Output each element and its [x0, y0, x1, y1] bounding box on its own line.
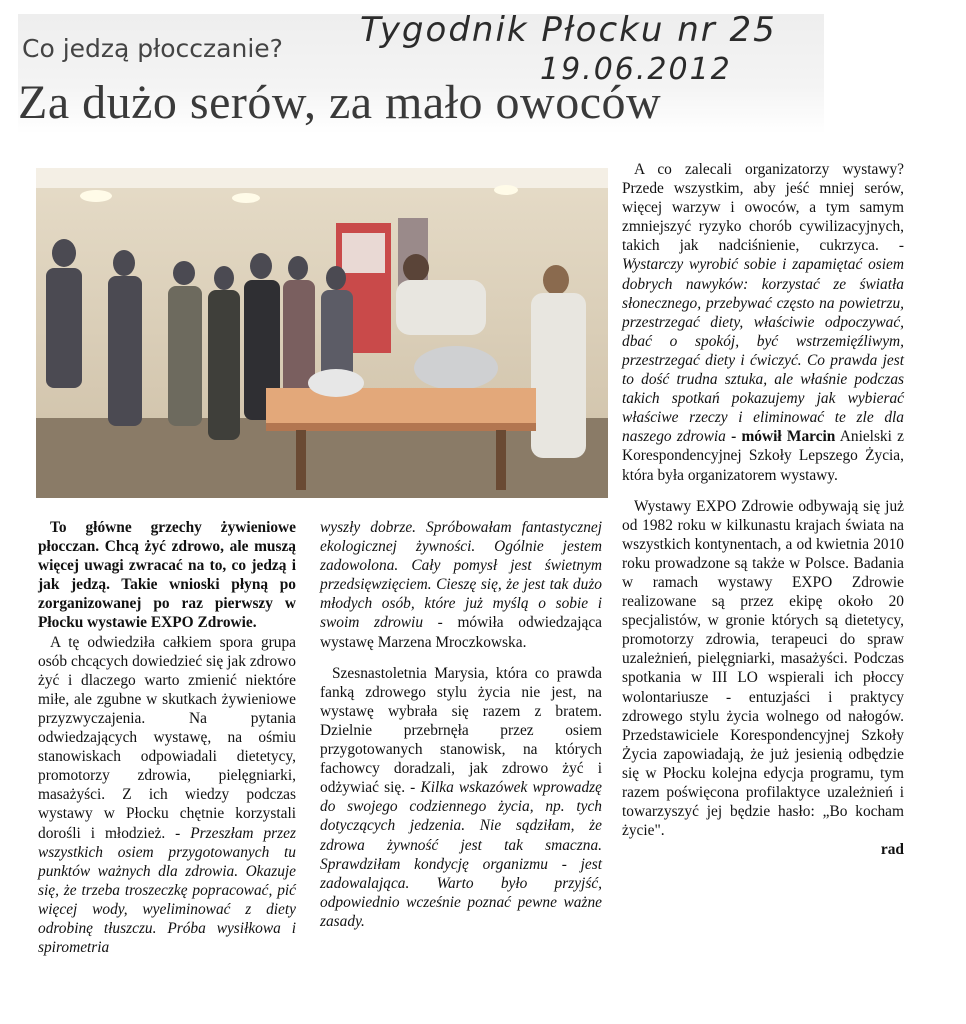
article-column-1	[38, 518, 296, 957]
article-paragraph	[320, 664, 602, 931]
handwritten-date-note: 19.06.2012	[540, 52, 732, 87]
article-paragraph	[622, 160, 904, 485]
article-kicker: Co jedzą płocczanie?	[22, 34, 283, 63]
article-column-2	[320, 518, 602, 931]
article-headline: Za dużo serów, za mało owoców	[18, 76, 662, 129]
quote-text: Wystarczy wyrobić sobie i zapamiętać osiem dobrych nawyków: korzystać ze światła słonecznego, przebywać często na powietrzu, przestrzegać diety, właściwie odpoczywać, dbać o spokój, być wstrzemięźliwym, przestrzegać diety i ćwiczyć. Co prawda jest to dość trudna sztuka, ale właśnie podczas takich spotkań pokazujemy jak wybierać właściwe rzeczy i eliminować te zle dla naszego zdrowia	[622, 256, 904, 446]
paragraph-text: A co zalecali organizatorzy wystawy? Przede wszystkim, aby jeść mniej serów, więcej warzyw i owoców, a tym samym zmniejszyć ryzyko chorób cywilizacyjnych, takich jak nadciśnienie, cukrzyca. -	[622, 161, 904, 255]
bold-text: - mówił Marcin	[725, 428, 836, 446]
article-paragraph: Wystawy EXPO Zdrowie odbywają się już od 1982 roku w kilkunastu krajach świata na wszystkich kontynentach, a od kwietnia 2010 roku prowadzone są także w Polsce. Badania w ramach wystawy EXPO Zdrowie realizowane są przez ekipę około 20 specjalistów, w gronie których są dietetycy, promotorzy zdrowia, terapeuci do spraw uzależnień, pielęgniarki, masażyści. Podczas spotkania w III LO wspierali ich płoccy wolontariusze - entuzjaści i praktycy zdrowego stylu życia wolnego od nałogów. Przedstawiciele Korespondencyjnej Szkoły Życia zapowiadają, że już jesienią odbędzie się w Płocku kolejna edycja programu, tym razem poświęcona profilaktyce uzależnień i towarzyszyć jej będzie hasło: „Bo kocham życie".	[622, 497, 904, 840]
quote-text: wyszły dobrze. Spróbowałam fantastycznej ekologicznej żywności. Ogólnie jestem zadowolona. Cały pomysł jest świetnym przedsięwzięciem. Cieszę się, że jest tak dużo młodych osób, które już myślą o sobie i swoim zdrowiu	[320, 519, 602, 632]
photo-scene	[36, 168, 608, 498]
author-signature: rad	[880, 841, 904, 859]
article-column-3	[622, 160, 904, 859]
article-lead: To główne grzechy żywieniowe płocczan. Chcą żyć zdrowo, ale muszą więcej uwagi zwracać na to, co jedzą i jak jedzą. Takie wnioski płyną po zorganizowanej po raz pierwszy w Płocku wystawie EXPO Zdrowie.	[38, 519, 296, 632]
article-paragraph	[320, 518, 602, 652]
handwritten-source-note: Tygodnik Płocku nr 25	[360, 10, 777, 50]
paragraph-text: Szesnastoletnia Marysia, która co prawda fanką zdrowego stylu życia nie jest, na wystawę wybrała się razem z bratem. Dzielnie przebrnęła przez osiem przygotowanych stanowisk, na których fachowcy doradzali, jak zdrowo żyć i odżywiać się. -	[320, 664, 602, 797]
quote-text: Przeszłam przez wszystkich osiem przygotowanych tu punktów ważnych dla zdrowia. Okazuje się, że trzeba troszeczkę popracować, pić więcej wody, wyeliminować z diety odrobinę tłuszczu. Próba wysiłkowa i spirometria	[38, 824, 296, 957]
article-photo	[36, 168, 608, 498]
paragraph-text: - mówiła odwiedzająca wystawę Marzena Mroczkowska.	[320, 614, 602, 651]
paragraph-text: Anielski z Korespondencyjnej Szkoły Lepszego Życia, która była organizatorem wystawy.	[622, 428, 904, 484]
paragraph-text: A tę odwiedziła całkiem spora grupa osób chcących dowiedzieć się jak zdrowo żyć i dlaczego warto zmienić niektóre miłe, ale zgubne w skutkach żywieniowe przyzwyczajenia. Na pytania odwiedzających wystawę, na ośmiu stanowiskach odpowiadali dietetycy, promotorzy zdrowia, pielęgniarki, masażyści. Z ich wiedzy podczas wystawy w Płocku chętnie korzystali dorośli i młodzież. -	[38, 633, 296, 842]
article-paragraph	[38, 633, 296, 958]
quote-text: Kilka wskazówek wprowadzę do swojego codziennego życia, np. tych dotyczących jedzenia. Nie sądziłam, że zdrowa żywność jest tak smaczna. Sprawdziłam kondycję organizmu - jest zadowalająca. Warto było przyjść, odpowiednio wcześnie poznać pewne ważne zasady.	[320, 779, 602, 930]
